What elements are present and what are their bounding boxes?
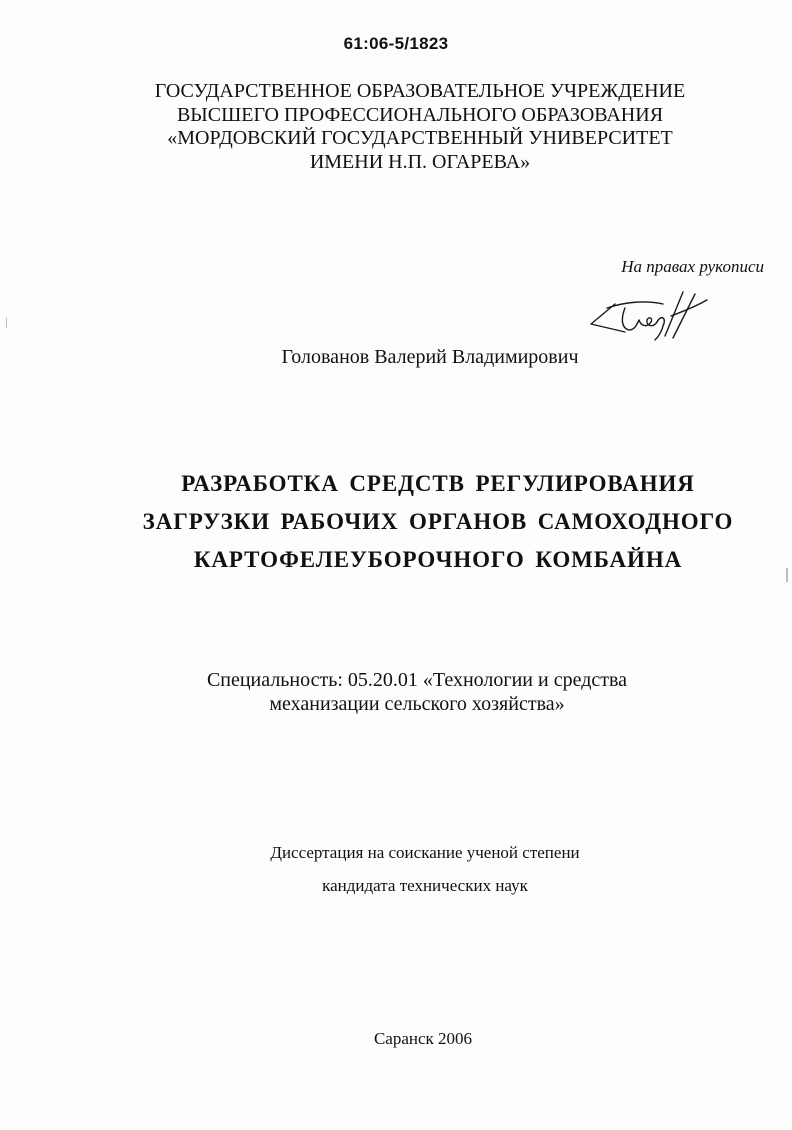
- dissertation-title: [0, 465, 792, 579]
- manuscript-rights-note: На правах рукописи: [621, 257, 764, 276]
- title-line: РАЗРАБОТКА СРЕДСТВ РЕГУЛИРОВАНИЯ: [181, 471, 695, 496]
- city-year: Саранск 2006: [373, 1029, 473, 1048]
- specialty-line: Специальность: 05.20.01 «Технологии и средства: [206, 669, 628, 691]
- archive-code: 61:06-5/1823: [343, 34, 449, 53]
- institution-line: «МОРДОВСКИЙ ГОСУДАРСТВЕННЫЙ УНИВЕРСИТЕТ: [167, 127, 673, 149]
- title-line: КАРТОФЕЛЕУБОРОЧНОГО КОМБАЙНА: [193, 547, 683, 572]
- degree-line: кандидата технических наук: [322, 876, 528, 895]
- author-name: Голованов Валерий Владимирович: [281, 346, 579, 368]
- institution-block: [0, 80, 792, 174]
- institution-line: ИМЕНИ Н.П. ОГАРЕВА»: [309, 150, 531, 173]
- degree-block: [0, 836, 792, 902]
- signature-icon: [585, 288, 715, 343]
- scan-edge-mark: [6, 318, 7, 328]
- title-line: ЗАГРУЗКИ РАБОЧИХ ОРГАНОВ САМОХОДНОГО: [142, 509, 734, 534]
- scan-edge-mark: [786, 568, 788, 582]
- specialty-block: [0, 668, 792, 716]
- institution-line: ГОСУДАРСТВЕННОЕ ОБРАЗОВАТЕЛЬНОЕ УЧРЕЖДЕНИЕ: [154, 80, 686, 102]
- degree-line: Диссертация на соискание ученой степени: [270, 843, 580, 862]
- specialty-line: механизации сельского хозяйства»: [269, 693, 565, 715]
- institution-line: ВЫСШЕГО ПРОФЕССИОНАЛЬНОГО ОБРАЗОВАНИЯ: [176, 103, 664, 126]
